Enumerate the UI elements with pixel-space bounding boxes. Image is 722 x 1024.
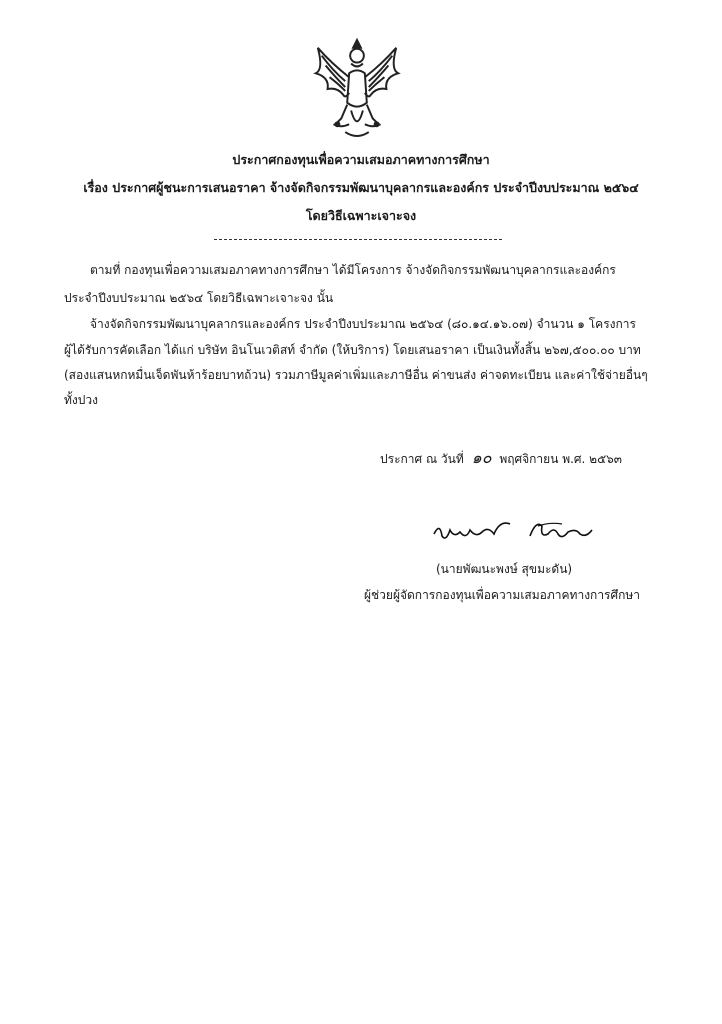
garuda-emblem (308, 34, 406, 142)
handwritten-signature (430, 512, 600, 548)
date-month-year: พฤศจิกายน พ.ศ. ๒๕๖๓ (499, 452, 622, 466)
separator-line (214, 239, 502, 240)
announcement-date (380, 446, 622, 471)
body-line: ผู้ได้รับการคัดเลือก ได้แก่ บริษัท อินโนเวติสท์ จำกัด (ให้บริการ) โดยเสนอราคา เป็นเงินทั้งสิ้น ๒๖๗,๕๐๐.๐๐ บาท (64, 343, 641, 357)
body-line: ประจำปีงบประมาณ ๒๕๖๔ โดยวิธีเฉพาะเจาะจง นั้น (64, 291, 334, 305)
date-prefix: ประกาศ ณ วันที่ (380, 452, 464, 466)
signatory-position: ผู้ช่วยผู้จัดการกองทุนเพื่อความเสมอภาคทางการศึกษา (364, 588, 641, 602)
date-day: ๑๐ (471, 448, 492, 467)
body-line: จ้างจัดกิจกรรมพัฒนาบุคลากรและองค์กร ประจำปีงบประมาณ ๒๕๖๔ (๘๐.๑๔.๑๖.๐๗) จำนวน ๑ โครงการ (90, 317, 636, 331)
body-line: ทั้งปวง (64, 393, 98, 407)
body-line: ตามที่ กองทุนเพื่อความเสมอภาคทางการศึกษา ได้มีโครงการ จ้างจัดกิจกรรมพัฒนาบุคลากรและองค์กร (90, 263, 616, 277)
announcement-title: ประกาศกองทุนเพื่อความเสมอภาคทางการศึกษา (232, 152, 490, 167)
announcement-subject: เรื่อง ประกาศผู้ชนะการเสนอราคา จ้างจัดกิจกรรมพัฒนาบุคลากรและองค์กร ประจำปีงบประมาณ ๒๕๖๔ (83, 180, 639, 195)
body-line: (สองแสนหกหมื่นเจ็ดพันห้าร้อยบาทถ้วน) รวมภาษีมูลค่าเพิ่มและภาษีอื่น ค่าขนส่ง ค่าจดทะเบียน และค่าใช้จ่ายอื่นๆ (64, 368, 648, 382)
signatory-name: (นายพัฒนะพงษ์ สุขมะดัน) (436, 562, 573, 576)
procurement-method: โดยวิธีเฉพาะเจาะจง (305, 208, 417, 223)
